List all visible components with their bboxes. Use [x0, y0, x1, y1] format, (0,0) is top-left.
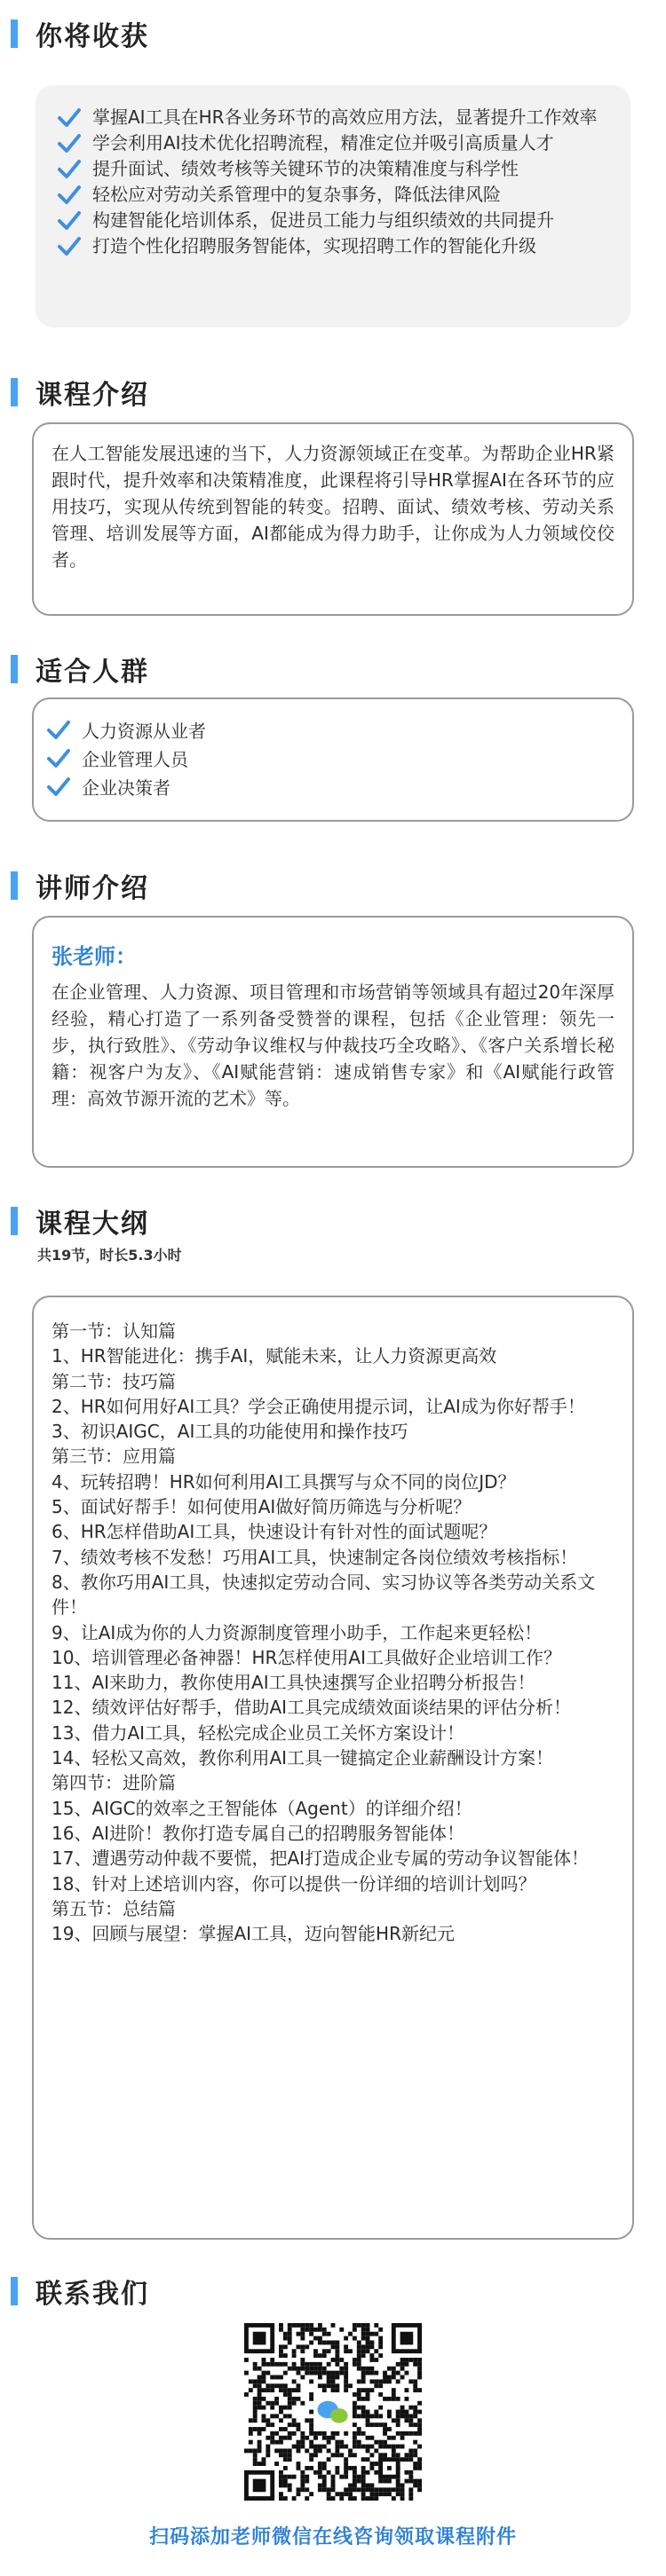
list-item — [57, 105, 613, 130]
title-accent-bar — [11, 871, 18, 900]
list-item — [57, 233, 613, 259]
section-title-audience — [11, 653, 149, 688]
teacher-card — [32, 916, 634, 1168]
audience-list — [46, 717, 614, 802]
teacher-name: 张老师： — [52, 944, 137, 969]
outline-title: 课程大纲 — [36, 1209, 149, 1240]
list-item-text: 掌握AI工具在HR各业务环节的高效应用方法，显著提升工作效率 — [92, 106, 598, 128]
check-icon — [46, 776, 71, 799]
check-icon — [57, 235, 82, 258]
outline-line: 7、绩效考核不发愁！巧用AI工具，快速制定各岗位绩效考核指标！ — [52, 1546, 578, 1568]
title-accent-bar — [11, 20, 18, 48]
outline-line: 4、玩转招聘！HR如何利用AI工具撰写与众不同的岗位JD？ — [52, 1470, 516, 1493]
check-icon — [57, 132, 82, 155]
outline-line: 2、HR如何用好AI工具？学会正确使用提示词，让AI成为你好帮手！ — [52, 1395, 585, 1417]
outline-line: 13、借力AI工具，轻松完成企业员工关怀方案设计！ — [52, 1721, 465, 1744]
outline-card — [32, 1296, 634, 2240]
section-title-intro — [11, 376, 149, 411]
check-icon — [57, 184, 82, 207]
outline-line: 1、HR智能进化：携手AI，赋能未来，让人力资源更高效 — [52, 1345, 497, 1367]
outline-line: 16、AI进阶！教你打造专属自己的招聘服务智能体！ — [52, 1822, 465, 1844]
intro-card — [32, 422, 634, 616]
list-item — [57, 130, 613, 156]
title-accent-bar — [11, 378, 18, 406]
outline-list — [52, 1319, 614, 1946]
section-title-gains — [11, 18, 149, 50]
gains-box — [36, 85, 630, 327]
outline-line: 8、教你巧用AI工具，快速拟定劳动合同、实习协议等各类劳动关系文件！ — [52, 1571, 596, 1619]
outline-line: 10、培训管理必备神器！HR怎样使用AI工具做好企业培训工作？ — [52, 1646, 561, 1668]
outline-line: 11、AI来助力，教你使用AI工具快速撰写企业招聘分析报告！ — [52, 1672, 535, 1694]
teacher-bio: 在企业管理、人力资源、项目管理和市场营销等领域具有超过20年深厚经验，精心打造了一系列备受赞誉的课程，包括《企业管理：领先一步，执行致胜》、《劳动争议维权与仲裁技巧全攻略》、《客户关系增长秘籍：视客户为友》、《AI赋能营销：速成销售专家》和《AI赋能行政管理：高效节源开流的艺术》等。 — [52, 981, 614, 1109]
check-icon — [57, 158, 82, 181]
list-item — [46, 774, 614, 802]
outline-line: 第二节：技巧篇 — [52, 1370, 176, 1392]
list-item-text: 打造个性化招聘服务智能体，实现招聘工作的智能化升级 — [92, 235, 536, 256]
outline-line: 19、回顾与展望：掌握AI工具，迈向智能HR新纪元 — [52, 1923, 455, 1945]
outline-line: 第五节：总结篇 — [52, 1897, 176, 1919]
qr-code-graphic — [244, 2323, 422, 2501]
title-accent-bar — [11, 1207, 18, 1235]
list-item — [57, 208, 613, 233]
outline-line: 14、轻松又高效，教你利用AI工具一键搞定企业薪酬设计方案！ — [52, 1747, 554, 1769]
outline-subtitle: 共19节，时长5.3小时 — [37, 1247, 182, 1264]
list-item-text: 提升面试、绩效考核等关键环节的决策精准度与科学性 — [92, 158, 519, 179]
outline-line: 17、遭遇劳动仲裁不要慌，把AI打造成企业专属的劳动争议智能体！ — [52, 1847, 590, 1870]
list-item — [57, 156, 613, 182]
outline-line: 9、让AI成为你的人力资源制度管理小助手，工作起来更轻松！ — [52, 1621, 543, 1643]
outline-line: 第四节：进阶篇 — [52, 1772, 176, 1794]
list-item-text: 构建智能化培训体系，促进员工能力与组织绩效的共同提升 — [92, 209, 554, 231]
list-item-text: 学会利用AI技术优化招聘流程，精准定位并吸引高质量人才 — [92, 132, 554, 154]
audience-card — [32, 697, 634, 822]
teacher-title: 讲师介绍 — [36, 873, 149, 904]
audience-title: 适合人群 — [36, 657, 149, 688]
outline-line: 第三节：应用篇 — [52, 1446, 176, 1468]
list-item-text: 人力资源从业者 — [82, 721, 206, 742]
list-item-text: 轻松应对劳动关系管理中的复杂事务，降低法律风险 — [92, 184, 501, 205]
list-item-text: 企业决策者 — [82, 777, 170, 799]
outline-line: 12、绩效评估好帮手，借助AI工具完成绩效面谈结果的评估分析！ — [52, 1697, 572, 1719]
outline-line: 6、HR怎样借助AI工具，快速设计有针对性的面试题呢？ — [52, 1521, 497, 1543]
list-item — [57, 182, 613, 208]
section-title-teacher — [11, 870, 149, 902]
intro-text: 在人工智能发展迅速的当下，人力资源领域正在变革。为帮助企业HR紧跟时代，提升效率和决策精准度，此课程将引导HR掌握AI在各环节的应用技巧，实现从传统到智能的转变。招聘、面试、绩效考核、劳动关系管理、培训发展等方面，AI都能成为得力助手，让你成为人力领域佼佼者。 — [52, 443, 614, 571]
gains-list — [57, 105, 613, 259]
outline-line: 5、面试好帮手！如何使用AI做好简历筛选与分析呢？ — [52, 1496, 472, 1518]
section-title-contact — [11, 2275, 149, 2310]
contact-title: 联系我们 — [36, 2279, 149, 2310]
check-icon — [57, 106, 82, 130]
gains-title: 你将收获 — [36, 21, 149, 52]
outline-line: 3、初识AIGC，AI工具的功能使用和操作技巧 — [52, 1421, 408, 1443]
qr-caption: 扫码添加老师微信在线咨询领取课程附件 — [148, 2526, 517, 2548]
list-item-text: 企业管理人员 — [82, 749, 188, 770]
check-icon — [57, 209, 82, 232]
check-icon — [46, 747, 71, 770]
qr-code-icon[interactable] — [244, 2323, 422, 2501]
outline-line: 15、AIGC的效率之王智能体（Agent）的详细介绍！ — [52, 1797, 472, 1819]
outline-line: 18、针对上述培训内容，你可以提供一份详细的培训计划吗？ — [52, 1872, 536, 1895]
intro-title: 课程介绍 — [36, 380, 149, 411]
check-icon — [46, 719, 71, 742]
title-accent-bar — [11, 2277, 18, 2305]
outline-line: 第一节：认知篇 — [52, 1320, 176, 1342]
list-item — [46, 717, 614, 745]
list-item — [46, 745, 614, 774]
section-title-outline — [11, 1205, 149, 1240]
title-accent-bar — [11, 655, 18, 683]
